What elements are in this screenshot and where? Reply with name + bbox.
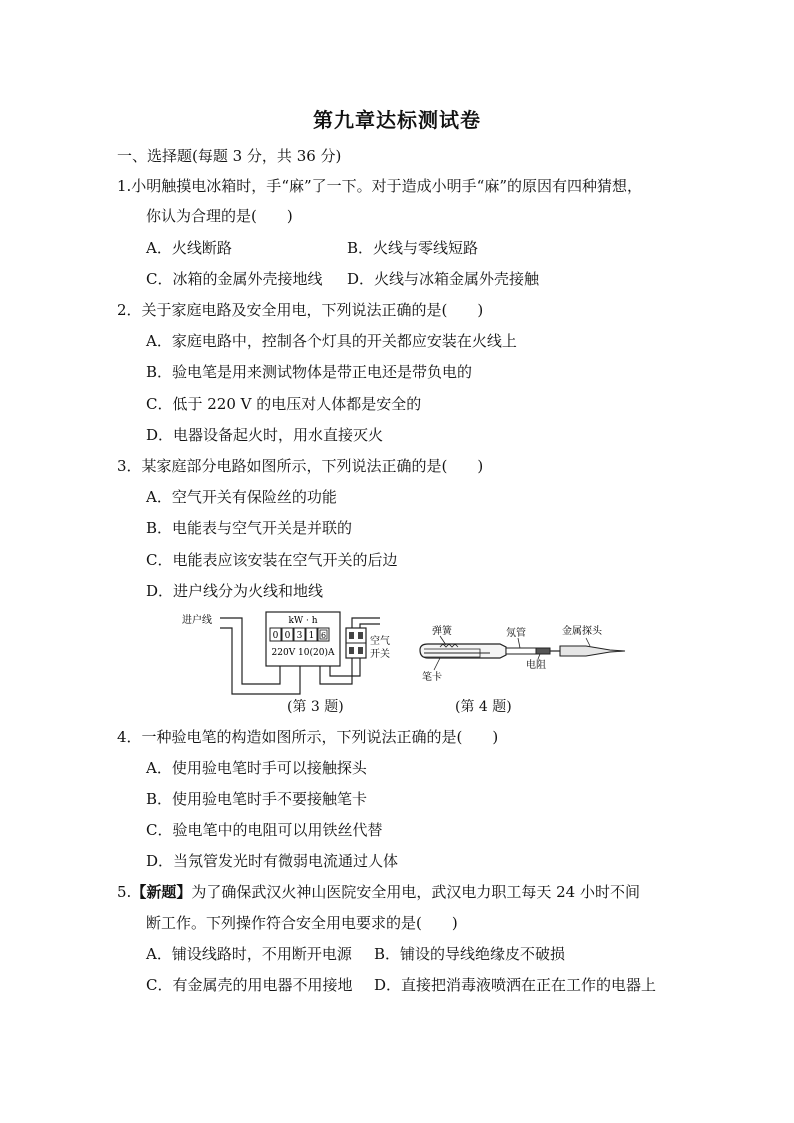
q5-stem-line1: [117, 882, 640, 902]
wire-5: [352, 618, 380, 628]
q2-stem: 2．关于家庭电路及安全用电，下列说法正确的是( ): [117, 301, 484, 319]
switch-label-1: 空气: [370, 636, 390, 647]
figure-4-caption: (第 4 题): [455, 699, 512, 715]
clip-pointer: [434, 658, 440, 670]
meter-digit: 0: [272, 631, 279, 641]
tip-label: 金属探头: [562, 626, 602, 637]
q1-option-a: A．火线断路: [146, 239, 232, 257]
meter-unit: kW · h: [288, 616, 318, 626]
meter-digit: 1: [308, 631, 315, 641]
section-heading: 一、选择题(每题 3 分，共 36 分): [117, 147, 342, 165]
q5-option-c: C．有金属壳的用电器不用接地: [146, 976, 353, 994]
q1-stem-line1: 1.小明触摸电冰箱时，手“麻”了一下。对于造成小明手“麻”的原因有四种猜想，: [117, 177, 642, 195]
q1-option-c: C．冰箱的金属外壳接地线: [146, 270, 323, 288]
meter-digit: 3: [296, 631, 303, 641]
q4-option-d: D．当氖管发光时有微弱电流通过人体: [146, 852, 399, 870]
q3-option-b: B．电能表与空气开关是并联的: [146, 519, 353, 537]
meter-digit: 0: [284, 631, 291, 641]
q2-option-a: A．家庭电路中，控制各个灯具的开关都应安装在火线上: [146, 332, 517, 350]
switch-toggle: [358, 632, 363, 639]
switch-toggle: [358, 647, 363, 654]
q2-option-c: C．低于 220 V 的电压对人体都是安全的: [146, 395, 422, 413]
q5-tag: 【新题】: [131, 883, 192, 901]
page-title: 第九章达标测试卷: [313, 108, 481, 132]
q4-option-c: C．验电笔中的电阻可以用铁丝代替: [146, 821, 383, 839]
q3-stem: 3．某家庭部分电路如图所示，下列说法正确的是( ): [117, 457, 484, 475]
neon-tube: [506, 648, 536, 654]
figure-3-caption: (第 3 题): [287, 699, 344, 715]
clip-label: 笔卡: [422, 672, 442, 683]
resistor-pointer: [538, 654, 540, 659]
meter-digit: 6: [320, 631, 327, 640]
q4-option-a: A．使用验电笔时手可以接触探头: [146, 759, 367, 777]
q5-number: 5.: [117, 883, 132, 901]
q3-option-c: C．电能表应该安装在空气开关的后边: [146, 551, 398, 569]
spring-label: 弹簧: [432, 626, 452, 637]
q5-stem-line2: 断工作。下列操作符合安全用电要求的是( ): [146, 914, 458, 932]
q3-option-a: A．空气开关有保险丝的功能: [146, 488, 337, 506]
metal-probe: [560, 646, 625, 656]
meter-rating: 220V 10(20)A: [271, 648, 335, 658]
switch-toggle: [349, 647, 354, 654]
q5-option-d: D．直接把消毒液喷洒在正在工作的电器上: [374, 976, 657, 994]
q4-option-b: B．使用验电笔时手不要接触笔卡: [146, 790, 368, 808]
switch-label-2: 开关: [370, 649, 390, 660]
figure-4-test-pen: [410, 622, 642, 684]
neon-pointer: [518, 638, 520, 648]
q2-option-d: D．电器设备起火时，用水直接灭火: [146, 426, 384, 444]
resistor: [536, 648, 550, 654]
q5-option-a: A．铺设线路时，不用断开电源: [146, 945, 352, 963]
pen-body: [420, 644, 506, 658]
q5-stem-text: 为了确保武汉火神山医院安全用电，武汉电力职工每天 24 小时不间: [191, 883, 640, 901]
q2-option-b: B．验电笔是用来测试物体是带正电还是带负电的: [146, 363, 473, 381]
figure-3-circuit: [180, 606, 410, 698]
q4-stem: 4．一种验电笔的构造如图所示，下列说法正确的是( ): [117, 728, 499, 746]
q1-stem-line2: 你认为合理的是( ): [146, 207, 293, 225]
q3-option-d: D．进户线分为火线和地线: [146, 582, 324, 600]
q1-option-d: D．火线与冰箱金属外壳接触: [347, 270, 540, 288]
q1-option-b: B．火线与零线短路: [347, 239, 479, 257]
q5-option-b: B．铺设的导线绝缘皮不破损: [374, 945, 566, 963]
incoming-line-label: 进户线: [182, 615, 212, 626]
resistor-label: 电阻: [526, 660, 546, 671]
probe-pointer: [586, 638, 590, 646]
switch-toggle: [349, 632, 354, 639]
neon-label: 氖管: [506, 628, 526, 639]
